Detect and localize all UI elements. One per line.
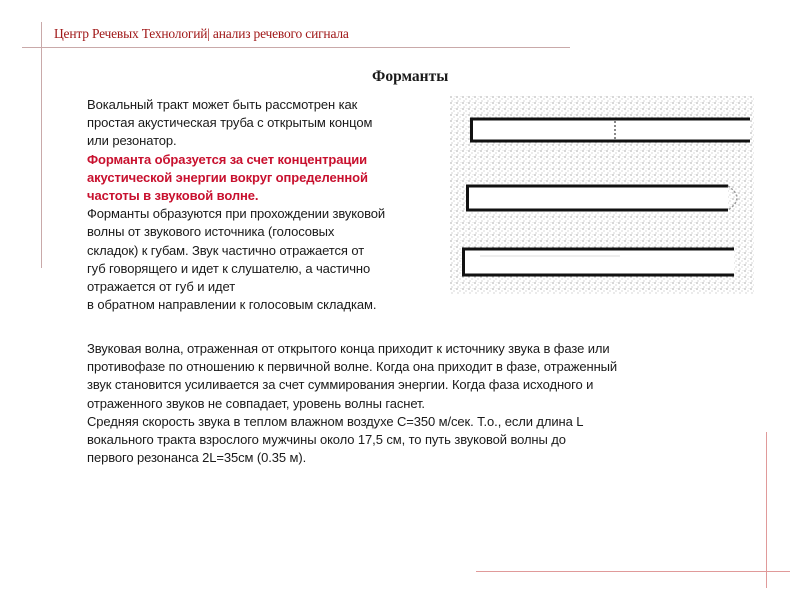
- tube-1: [470, 118, 750, 142]
- tube-diagram-svg: [450, 96, 754, 294]
- header-title: Центр Речевых Технологий| анализ речевого сигнала: [54, 26, 349, 41]
- paragraph-vocal-tract: Вокальный тракт может быть рассмотрен как простая акустическая труба с открытым концом или резонатор.: [87, 97, 373, 149]
- paragraph-reflection: Звуковая волна, отраженная от открытого конца приходит к источнику звука в фазе или противофазе по отношению к первичной волне. Когда она приходит в фазе, отраженный звук становится усиливается за счет суммирования энергии. Когда фаза исходного и отраженного звуков не совпадает, уровень волны гаснет.: [87, 341, 618, 411]
- intro-text-block: [87, 96, 457, 314]
- paragraph-formant-formation: Форманты образуются при прохождении звуковой волны от звукового источника (голосовых складок) к губам. Звук частично отражается от губ говорящего и идет к слушателю, а частично отражается от губ и идет в обратном направлении к голосовым складкам.: [87, 206, 386, 313]
- tube-2: [466, 185, 737, 211]
- right-rule: [766, 432, 767, 588]
- left-rule: [41, 22, 42, 268]
- slide-title: Форманты: [372, 68, 449, 85]
- paragraph-sound-speed: Средняя скорость звука в теплом влажном воздухе С=350 м/сек. Т.о., если длина L вокального тракта взрослого мужчины около 17,5 см, то путь звуковой волны до первого резонанса 2L=35см (0.35 м).: [87, 413, 584, 466]
- explanation-text-block: [87, 340, 747, 467]
- tube-3: [462, 248, 734, 276]
- paragraph-formant-definition: Форманта образуется за счет концентрации акустической энергии вокруг определенной частоты в звуковой волне.: [87, 151, 368, 204]
- tube-diagram-figure: [450, 96, 754, 294]
- bottom-rule: [476, 571, 790, 572]
- top-rule: [22, 47, 570, 48]
